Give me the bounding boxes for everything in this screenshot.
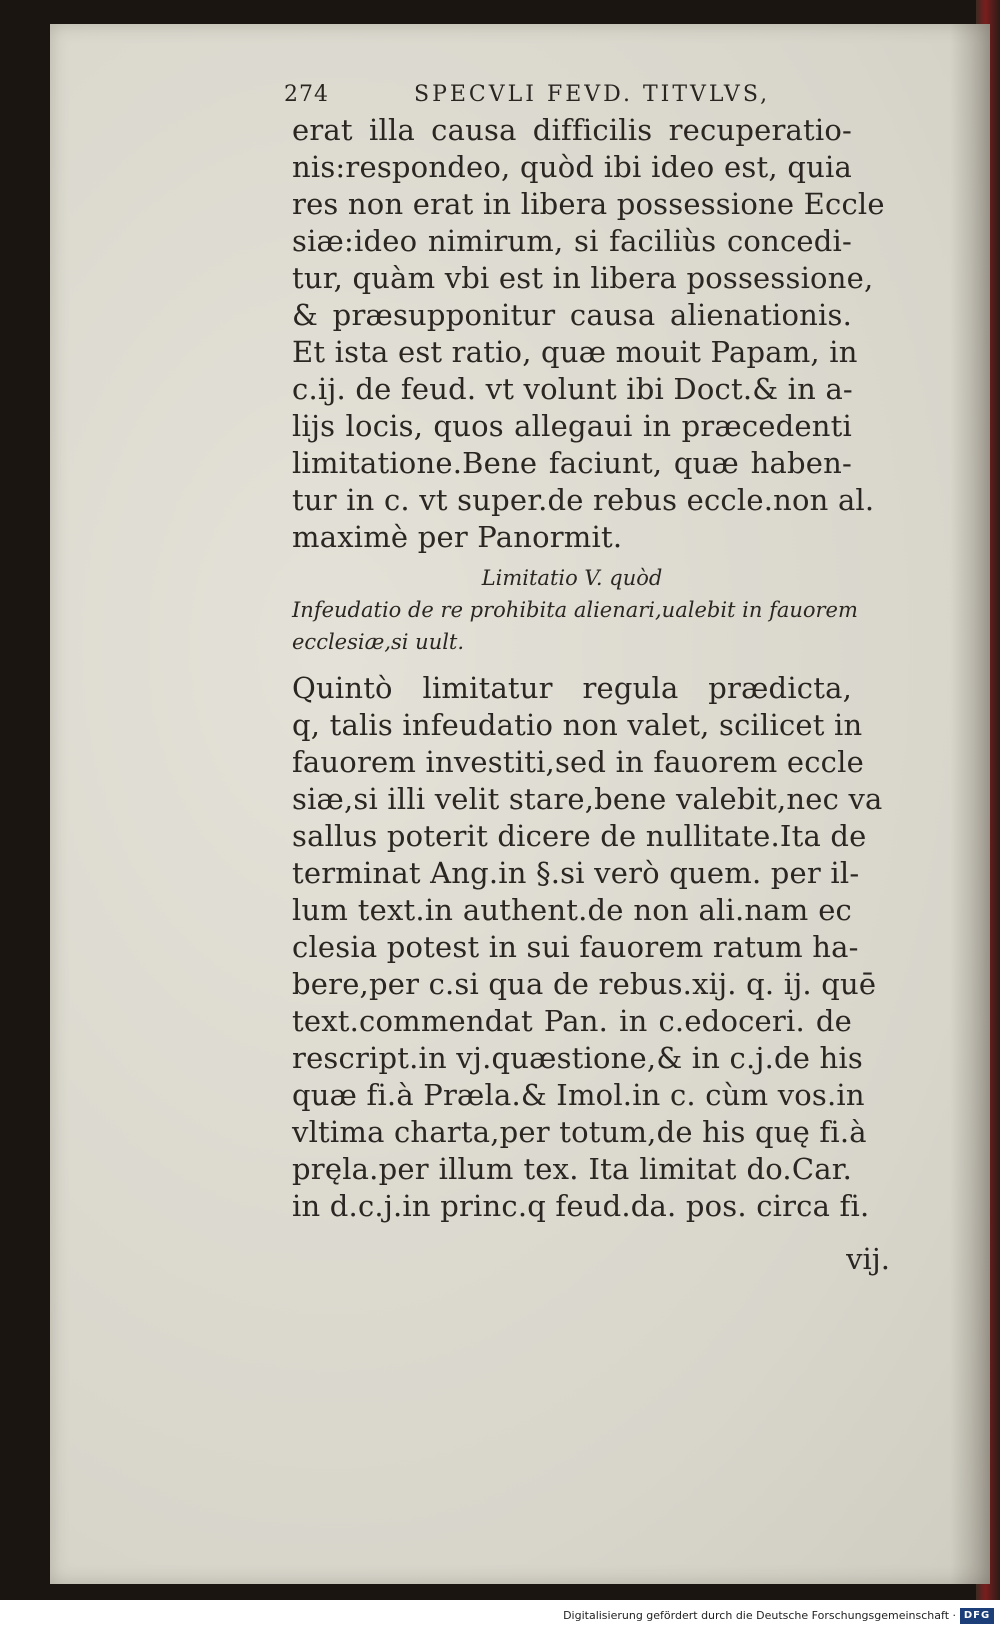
- page-header: [284, 82, 804, 112]
- text-line: fauorem investiti,sed in fauorem eccle: [292, 745, 864, 779]
- section-heading: Limitatio V. quòd: [481, 566, 663, 590]
- funding-credit: Digitalisierung gefördert durch die Deutsche Forschungsgemeinschaft ·: [563, 1609, 956, 1622]
- text-line: Et ista est ratio, quæ mouit Papam, in: [292, 335, 858, 369]
- text-block: [292, 112, 885, 1225]
- text-line: terminat Ang.in §.si verò quem. per il-: [292, 856, 860, 890]
- text-line: limitatione.Bene faciunt, quæ haben-: [292, 446, 852, 480]
- footer-bar: [0, 1600, 1000, 1634]
- gutter-shadow: [950, 24, 990, 1584]
- text-line: & præsupponitur causa alienationis.: [292, 298, 852, 332]
- text-line: c.ij. de feud. vt volunt ibi Doct.& in a-: [292, 372, 853, 406]
- folio-number: 274: [284, 82, 329, 107]
- text-line: quæ fi.à Præla.& Imol.in c. cùm vos.in: [292, 1078, 865, 1112]
- spacer: [292, 658, 852, 670]
- text-line: q, talis infeudatio non valet, scilicet in: [292, 708, 863, 742]
- text-line: in d.c.j.in princ.q feud.da. pos. circa fi.: [292, 1189, 870, 1223]
- text-line: tur, quàm vbi est in libera possessione,: [292, 261, 874, 295]
- text-line: clesia potest in sui fauorem ratum ha-: [292, 930, 859, 964]
- text-line: lijs locis, quos allegaui in præcedenti: [292, 409, 852, 443]
- dfg-logo: DFG: [960, 1608, 994, 1624]
- text-line: nis:respondeo, quòd ibi ideo est, quia: [292, 150, 852, 184]
- text-line: Quintò limitatur regula prædicta,: [292, 671, 852, 705]
- text-line: text.commendat Pan. in c.edoceri. de: [292, 1004, 852, 1038]
- text-line: maximè per Panormit.: [292, 520, 623, 554]
- text-line: lum text.in authent.de non ali.nam ec: [292, 893, 852, 927]
- text-line: vltima charta,per totum,de his quę fi.à: [292, 1115, 867, 1149]
- section-summary-line: ecclesiæ,si uult.: [292, 630, 465, 654]
- text-line: rescript.in vj.quæstione,& in c.j.de his: [292, 1041, 863, 1075]
- catchword: vij.: [846, 1242, 890, 1276]
- text-line: sallus poterit dicere de nullitate.Ita de: [292, 819, 867, 853]
- text-line: tur in c. vt super.de rebus eccle.non al.: [292, 483, 875, 517]
- section-summary-line: Infeudatio de re prohibita alienari,ualebit in fauorem: [292, 598, 858, 622]
- text-line: bere,per c.si qua de rebus.xij. q. ij. quē: [292, 967, 877, 1001]
- text-line: erat illa causa difficilis recuperatio-: [292, 113, 852, 147]
- text-line: siæ,si illi velit stare,bene valebit,nec va: [292, 782, 883, 816]
- text-line: res non erat in libera possessione Eccle: [292, 187, 885, 221]
- running-title: SPECVLI FEVD. TITVLVS,: [414, 82, 771, 107]
- text-line: siæ:ideo nimirum, si faciliùs concedi-: [292, 224, 852, 258]
- text-line: pręla.per illum tex. Ita limitat do.Car.: [292, 1152, 852, 1186]
